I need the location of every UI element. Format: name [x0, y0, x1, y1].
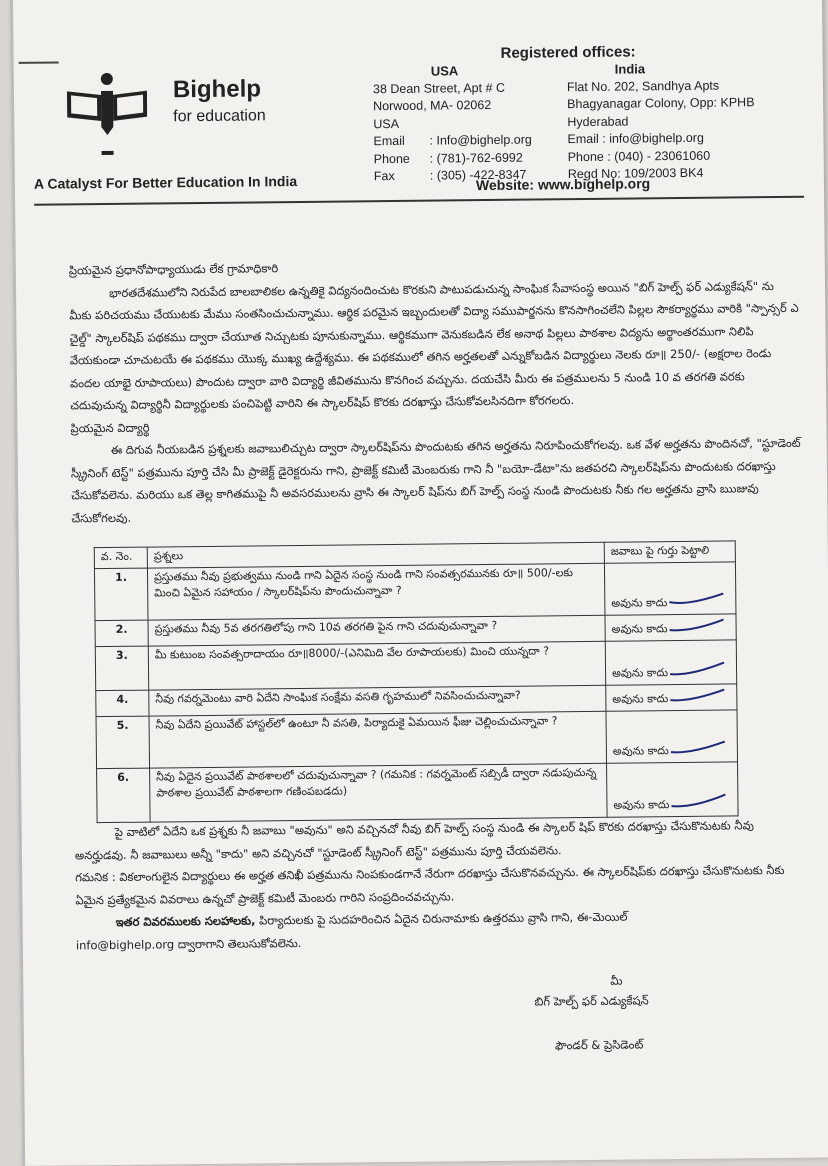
india-line: Hyderabad [567, 114, 629, 129]
signature-title: ఫౌండర్ & ప్రెసిడెంట్ [554, 1037, 644, 1053]
usa-email-label: Email [373, 133, 405, 149]
paragraph-5-bold: ఇతర వివరములకు సలహాలకు, [115, 913, 256, 929]
row-number: 4. [96, 690, 149, 717]
signature-org: బిగ్ హెల్ప్ ఫర్ ఎడ్యుకేషన్ [534, 993, 649, 1009]
answer-options: అవును కాదు [612, 692, 669, 706]
row-question: నీవు గవర్నమెంటు వారి ఏదేని సాంఘిక సంక్షేమ వసతి గృహములో నివసించుచున్నావా? [149, 685, 606, 716]
paragraph-3: పై వాటిలో ఏదేని ఒక ప్రశ్నకు నీ జవాబు "అవును" అని వచ్చినచో నీవు బిగ్ హెల్ప్ సంస్థ నుండి ఈ స్కాలర్ షిప్ కొరకు దరఖాస్తు చేసుకొనుటకు నీవు అనర్హుడవు. నీ జవాబులు అన్నీ "కాదు" అని వచ్చినచో "స్టూడెంట్ స్క్రీనింగ్ టెస్ట్" పత్రమును పూర్తి చేయవలెను. [74, 818, 755, 862]
brand-subtitle: for education [173, 107, 266, 126]
row-question: మీ కుటుంబ సంవత్సరాదాయం రూ॥8000/-(ఎనిమిది వేల రూపాయలకు) మించి యున్నదా ? [148, 641, 605, 690]
table-row [94, 562, 736, 621]
row-number: 5. [96, 716, 150, 769]
letter-page [10, 0, 828, 1166]
usa-phone-label: Phone [373, 151, 410, 166]
india-heading: India [614, 61, 646, 77]
india-line: Bhagyanagar Colony, Opp: KPHB [567, 95, 755, 112]
letter-intro [69, 252, 802, 530]
row-question: నీవు ఏదేని ప్రయివేట్ హాస్టల్‌లో ఉంటూ నీ వసతి, పిర్యాదుకై ఏమయిన ఫీజు చెల్లించుచున్నావా ? [149, 711, 607, 768]
usa-phone: : (781)-762-6992 [429, 150, 523, 166]
book-logo-icon [57, 71, 148, 162]
checkmark-icon [669, 794, 729, 811]
col-header-answer: జవాబు పై గుర్తు పెట్టాలి [604, 541, 735, 563]
row-answer[interactable] [605, 614, 736, 641]
usa-phone-row [374, 149, 533, 168]
india-regd: Regd No: 109/2003 BK4 [567, 165, 704, 182]
row-question: ప్రస్తుతము నీవు ప్రభుత్వము నుండి గాని ఏదైన సంస్థ నుండి గాని సంవత్సరమునకు రూ॥ 500/-లకు మించి ఏమైన సహాయం / స్కాలర్‌షిప్‌ను పొందుచున్నావా ? [147, 563, 605, 620]
paragraph-4: గమనిక : వికలాంగులైన విద్యార్థులు ఈ అర్హత తనిఖీ పత్రమును నింపకుండగానే నేరుగా దరఖాస్తు చేసుకొనవచ్చును. ఈ స్కాలర్‌షిప్‌కు దరఖాస్తు చేసుకొనుటకు నీకు ఏమైన ప్రత్యేకమైన వివరాలు ఉన్నచో ప్రాజెక్ట్ కమిటీ మెంబరు గారిని సంప్రదించవచ్చును. [75, 862, 785, 907]
checkmark-icon [668, 662, 728, 679]
usa-address [373, 62, 533, 186]
answer-options: అవును కాదు [611, 596, 668, 610]
row-number: 2. [95, 620, 148, 647]
checkmark-icon [669, 740, 729, 757]
checkmark-icon [667, 592, 727, 609]
paragraph-5-text: పిర్యాదులకు పై సుదహరించిన ఏదైన చిరునామాకు ఉత్తరము వ్రాసి గాని, ఈ-మెయిల్ [255, 909, 628, 928]
answer-options: అవును కాదు [612, 666, 669, 680]
offices-title: Registered offices: [500, 43, 636, 62]
row-number: 6. [97, 768, 151, 823]
usa-fax: : (305) -422-8347 [429, 167, 527, 183]
paragraph-2: ఈ దిగువ నీయబడిన ప్రశ్నలకు జవాబులిచ్చుట ద్వారా స్కాలర్‌షిప్‌ను పొందుటకు తగిన అర్హతను నిరూపించుకోగలవు. ఒక వేళ అర్హతను పొందినచో, "స్టూడెంట్ స్క్రీనింగ్ టెస్ట్" పత్రమును పూర్తి చేసి మీ ప్రాజెక్ట్ డైరెక్టరును గాని, ప్రాజెక్ట్ కమిటీ మెంబరుకు గాని నీ "బయో-డేటా"ను జతపరచి స్కాలర్‌షిప్‌ను పొందుటకు దరఖాస్తు చేసుకోవలెను. మరియు ఒక తెల్ల కాగితముపై నీ అవసరములను వ్రాసి ఈ స్కాలర్ షిప్‌ను బిగ్ హెల్ప్ సంస్థ నుండి పొందుటకు నీకు గల అర్హతను వ్రాసి ఋజువు చేసుకోగలవు. [70, 435, 801, 525]
brand [173, 75, 266, 126]
col-header-question: ప్రశ్నలు [147, 542, 604, 568]
row-number: 3. [95, 646, 148, 691]
usa-heading: USA [430, 63, 459, 79]
usa-fax-label: Fax [373, 168, 395, 184]
table-row [96, 710, 738, 769]
letter-closing [75, 814, 806, 957]
eligibility-table [94, 540, 739, 823]
row-answer[interactable] [604, 562, 736, 615]
margin-dash [19, 61, 59, 63]
checkmark-icon [668, 688, 728, 705]
brand-name: Bighelp [172, 75, 262, 104]
table-row [97, 762, 739, 823]
india-email: Email : info@bighelp.org [567, 130, 704, 147]
row-answer[interactable] [605, 640, 736, 685]
row-question: ప్రస్తుతము నీవు 5వ తరగతిలోపు గాని 10వ తరగతి పైన గాని చదువుచున్నావా ? [148, 615, 605, 646]
salutation-headmaster: ప్రియమైన ప్రధానోపాధ్యాయుడు లేక గ్రామాధికారి [68, 261, 279, 278]
row-answer[interactable] [607, 762, 739, 817]
answer-options: అవును కాదు [611, 622, 668, 636]
answer-options: అవును కాదు [612, 744, 669, 758]
col-header-no: వ. నెం. [94, 547, 147, 569]
row-question: నీవు ఏదైన ప్రయివేట్ పాఠశాలలో చదువుచున్నావా ? (గమనిక : గవర్నమెంట్ సబ్సిడీ ద్వారా నడుపుచున్న పాఠశాల ప్రయివేట్ పాఠశాలగా గణింపబడదు) [150, 763, 608, 822]
row-number: 1. [94, 568, 148, 621]
usa-line: 38 Dean Street, Apt # C [372, 80, 506, 96]
usa-line: USA [373, 116, 400, 131]
usa-line: Norwood, MA- 02062 [373, 97, 492, 114]
signature-closing: మీ [610, 973, 623, 988]
row-answer[interactable] [606, 710, 738, 763]
table-row [95, 640, 736, 691]
contact-email: info@bighelp.org ద్వారాగాని తెలుసుకోవలెను. [75, 935, 302, 952]
india-address [567, 59, 756, 183]
header-divider [34, 196, 804, 206]
answer-options: అవును కాదు [613, 798, 670, 812]
row-answer[interactable] [606, 684, 737, 711]
paragraph-1: భారతదేశములోని నిరుపేద బాలబాలికల ఉన్నతికై విద్యనందించుట కొరకుని పాటుపడుచున్న సాంఘిక సేవాసంస్థ అయిన "బిగ్ హెల్ప్ ఫర్ ఎడ్యుకేషన్" ను మీకు పరిచయము చేయుటకు మేము సంతసించుచున్నాము. ఆర్థిక పరమైన ఇబ్బందులతో విద్యా సముపార్జనను కొనసాగించలేని పిల్లల సౌకర్యార్థము వారికి "స్పాన్సర్ ఎ చైల్డ్" స్కాలర్‌షిప్ పథకము ద్వారా చేయూత నిచ్చుటకు పూనుకున్నాము. ఆర్థికముగా వెనుకబడిన లేక అనాథ పిల్లలు పాఠశాల విద్యను అర్థాంతరముగా నిలిపి వేయకుండా చూచుటయే ఈ పథకము యొక్క ముఖ్య ఉద్దేశ్యము. ఈ పథకములో తగిన అర్హతలతో ఎన్నుకోబడిన విద్యార్థులు నెలకు రూ॥ 250/- (అక్షరాల రెండు వందల యాభై రూపాయలు) పొందుట ద్వారా వారి విద్యార్థి జీవితమును కొనగించ వచ్చును. దయచేసి మీరు ఈ పత్రములను 5 నుండి 10 వ తరగతి వరకు చదువుచున్న విద్యార్థినీ విద్యార్థులకు పంచిపెట్టి వారిని ఈ స్కాలర్‌షిప్ కొరకు దరఖాస్తు చేసుకోవలసినదిగా కోరగలరు. [69, 278, 799, 413]
usa-email-row [373, 132, 532, 151]
tagline: A Catalyst For Better Education In India [33, 173, 298, 192]
salutation-student: ప్రియమైన విద్యార్థి [70, 420, 150, 435]
india-phone: Phone : (040) - 23061060 [567, 148, 711, 164]
usa-email: : Info@bighelp.org [429, 132, 532, 148]
page-edge [10, 0, 25, 1166]
website: Website: www.bighelp.org [475, 175, 651, 194]
india-line: Flat No. 202, Sandhya Apts [566, 78, 720, 94]
checkmark-icon [668, 618, 728, 635]
